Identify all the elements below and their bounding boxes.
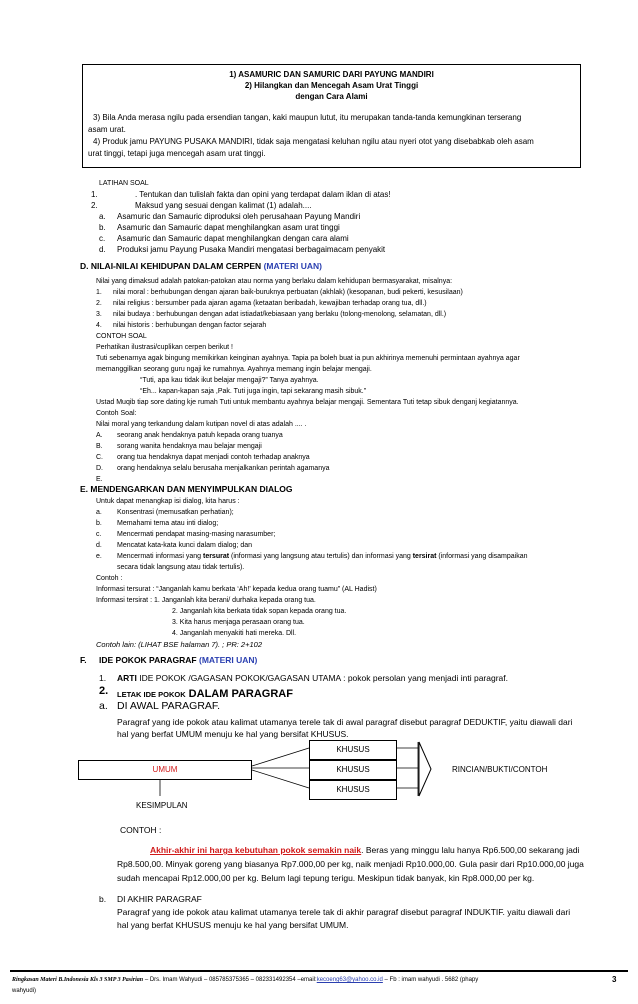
- latihan-opt-a: Asamuric dan Samauric diproduksi oleh perusahaan Payung Mandiri: [117, 212, 361, 221]
- section-d-answer-d: orang hendaknya selalu berusaha menjalkankan perintah agamanya: [117, 465, 330, 472]
- section-e-tersirat-4: 4. Janganlah menyakiti hati mereka. Dll.: [172, 630, 297, 637]
- footer-line-2: wahyudi): [12, 988, 37, 994]
- latihan-opt-d: Produksi jamu Payung Pusaka Mandiri mengatasi berbagaimacam penyakit: [117, 245, 386, 254]
- section-f-b-heading: DI AKHIR PARAGRAF: [117, 894, 202, 904]
- section-f-example-3: sudah mencapai Rp12.000,00 per kg. Belum lagi tepung terigu. Meskipun tidak banyak, kin Rp8.000,00 per kg.: [117, 873, 535, 883]
- section-e-tersirat-1: Informasi tersirat : 1. Janganlah kita berani/ durhaka kepada orang tua.: [96, 597, 316, 604]
- section-e-item-d-label: d.: [96, 542, 102, 549]
- section-e-heading: E. MENDENGARKAN DAN MENYIMPULKAN DIALOG: [80, 484, 293, 494]
- ad-para-3-cont: asam urat.: [88, 125, 126, 134]
- section-e-item-e-text-3: (informasi yang disampaikan: [436, 553, 528, 560]
- section-d-perhatikan: Perhatikan ilustrasi/cuplikan cerpen berikut !: [96, 344, 233, 351]
- section-f-b-para-1: Paragraf yang ide pokok atau kalimat utamanya terele tak di akhir paragraf disebut paragraf INDUKTIF. yaitu diawali dari: [117, 907, 571, 917]
- section-e-contoh: Contoh :: [96, 575, 123, 582]
- footer-facebook: – Fb : imam wahyudi . 5682 (phapy: [382, 977, 479, 983]
- section-f-a-para-1: Paragraf yang ide pokok atau kalimat utamanya terele tak di awal paragraf disebut paragraf DEDUKTIF, yaitu diawali dari: [117, 717, 573, 727]
- footer-title: Ringkasan Materi B.Indonesia Kls 3 SMP 3 Pasirian: [12, 977, 144, 983]
- section-d-question: Nilai moral yang terkandung dalam kutipan novel di atas adalah .... .: [96, 421, 307, 428]
- latihan-q2: Maksud yang sesuai dengan kalimat (1) adalah....: [135, 201, 312, 210]
- section-e-contoh-lain: Contoh lain: (LIHAT BSE halaman 7). ; PR: 2+102: [96, 640, 262, 649]
- section-f-title: IDE POKOK PARAGRAF: [99, 655, 197, 665]
- footer-line-1: [12, 975, 478, 985]
- diagram-khusus-box-1: KHUSUS: [309, 740, 397, 760]
- section-f-a-para-2: hal yang berfat UMUM menuju ke hal yang bersifat KHUSUS.: [117, 729, 349, 739]
- section-f-a-heading: DI AWAL PARAGRAF.: [117, 700, 221, 712]
- section-d-cerpen-4: “Eh... kapan-kapan saja ,Pak. Tuti juga ingin, tapi sekarang masih sibuk.”: [140, 388, 367, 395]
- diagram-kesimpulan-label: KESIMPULAN: [136, 801, 188, 810]
- section-e-tersirat-2: 2. Janganlah kita berkata tidak sopan kepada orang tua.: [172, 608, 347, 615]
- section-d-cerpen-3: “Tuti, apa kau tidak ikut belajar mengaji?” Tanya ayahnya.: [140, 377, 319, 384]
- diagram-khusus-box-2: KHUSUS: [309, 760, 397, 780]
- section-f-tag: (MATERI UAN): [198, 655, 258, 665]
- ad-para-4-cont: urat tinggi, tetapi juga mencegah asam urat tinggi.: [88, 149, 266, 158]
- section-d-answer-e-label: E.: [96, 476, 103, 483]
- section-f-item-1-text: IDE POKOK /GAGASAN POKOK/GAGASAN UTAMA : pokok persolan yang menjadi inti paragraf.: [136, 673, 509, 683]
- section-f-item-2-num: 2.: [99, 685, 109, 697]
- section-d-item-1: nilai moral : berhubungan dengan ajaran baik-buruknya perbuatan (akhlak) (kesopanan, budi pekerti, kesusilaan): [113, 289, 463, 296]
- section-e-tersirat-term: tersirat: [412, 553, 437, 560]
- section-f-item-2-large: DALAM PARAGRAF: [185, 688, 293, 700]
- latihan-opt-c-label: c.: [99, 234, 106, 243]
- section-d-cerpen-5: Ustad Muqib tiap sore dating kje rumah Tuti untuk membantu ayahnya belajar mengaji. Sementara Tuti tetap sibuk denganj kegiatannya.: [96, 399, 519, 406]
- section-d-cerpen-1: Tuti sebenarnya agak bingung memikirkan keinginan ayahnya. Tapia pa boleh buat ia pun akhirinya memenuhi permintaan ayahnya agar: [96, 355, 520, 362]
- section-d-contoh-soal-2: Contoh Soal:: [96, 410, 137, 417]
- ad-para-3: 3) Bila Anda merasa ngilu pada ersendian tangan, kaki maupun lutut, itu merupakan tanda-tanda kemungkinan terserang: [93, 113, 522, 122]
- section-d-title: D. NILAI-NILAI KEHIDUPAN DALAM CERPEN: [80, 261, 262, 271]
- section-e-tersurat: Informasi tersurat : “Janganlah kamu berkata ‘Ah!’ kepada kedua orang tuamu” (AL Hadist): [96, 586, 377, 593]
- section-d-answer-b-label: B.: [96, 443, 103, 450]
- section-e-item-c-label: c.: [96, 531, 102, 538]
- section-e-item-e-text-1: Mencermati informasi yang: [117, 553, 203, 560]
- section-d-item-3: nilai budaya : berhubungan dengan adat istiadat/kebiasaan yang berlaku (tolong-menolong, selamatan, dll.): [113, 311, 447, 318]
- ad-para-4: 4) Produk jamu PAYUNG PUSAKA MANDIRI, tidak saja mengatasi keluhan ngilu atau nyeri otot yang disebabkab oleh asam: [93, 137, 534, 146]
- section-f-example-2: Rp8.500,00. Minyak goreng yang biasanya Rp7.000,00 per kg, naik menjadi Rp10.000,00. Gula pasir dari Rp10.000,00 juga: [117, 859, 584, 869]
- section-d-answer-b: sorang wanita hendaknya mau belajar mengaji: [117, 443, 262, 450]
- section-f-label: F.: [80, 655, 87, 665]
- ad-title-3: dengan Cara Alami: [295, 92, 368, 101]
- section-e-intro: Untuk dapat menangkap isi dialog, kita harus :: [96, 498, 240, 505]
- section-f-item-2-small: LETAK IDE POKOK: [117, 690, 186, 699]
- section-e-item-e-label: e.: [96, 553, 102, 560]
- section-d-answer-a-label: A.: [96, 432, 103, 439]
- ad-title-2: 2) Hilangkan dan Mencegah Asam Urat Tinggi: [244, 81, 419, 90]
- section-f-b-para-2: hal yang berfat KHUSUS menuju ke hal yang bersifat UMUM.: [117, 920, 349, 930]
- section-e-tersurat-term: tersurat: [202, 553, 230, 560]
- footer-author: – Drs. Imam Wahyudi – 085785375365 – 082331492354 –email:: [143, 977, 317, 983]
- section-d-item-1-num: 1.: [96, 289, 102, 296]
- section-e-item-e-text-2: (informasi yang langsung atau tertulis) dan informasi yang: [229, 553, 413, 560]
- section-f-contoh: CONTOH :: [120, 825, 162, 835]
- latihan-opt-a-label: a.: [99, 212, 106, 221]
- section-e-item-e-cont: secara tidak langsung atau tidak tertulis).: [117, 564, 245, 571]
- ad-title-1: 1) ASAMURIC DAN SAMURIC DARI PAYUNG MANDIRI: [229, 70, 434, 79]
- section-e-item-a-label: a.: [96, 509, 102, 516]
- diagram-umum-box: UMUM: [78, 760, 252, 780]
- section-d-cerpen-2: memanggilkan seorang guru ngaji ke rumahnya. Ayahnya memang ingin belajar mengaji.: [96, 366, 372, 373]
- section-d-answer-d-label: D.: [96, 465, 103, 472]
- latihan-opt-c: Asamuric dan Samauric dapat menghilangkan dengan cara alami: [117, 234, 349, 243]
- diagram-khusus-box-3: KHUSUS: [309, 780, 397, 800]
- section-d-contoh-soal: CONTOH SOAL: [96, 333, 147, 340]
- section-d-answer-a: seorang anak hendaknya patuh kepada orang tuanya: [117, 432, 283, 439]
- latihan-q1: . Tentukan dan tulislah fakta dan opini yang terdapat dalam iklan di atas!: [135, 190, 391, 199]
- latihan-heading: LATIHAN SOAL: [99, 180, 149, 187]
- page-number: 3: [612, 975, 617, 984]
- section-d-item-4: nilai historis : berhubungan dengan factor sejarah: [113, 322, 267, 329]
- section-f-item-1-num: 1.: [99, 673, 107, 683]
- section-d-tag: (MATERI UAN): [263, 261, 322, 271]
- latihan-opt-b: Asamuric dan Samauric dapat menghilangkan asam urat tinggi: [117, 223, 340, 232]
- section-e-item-a: Konsentrasi (memusatkan perhatian);: [117, 509, 234, 516]
- latihan-opt-d-label: d.: [99, 245, 106, 254]
- section-e-tersirat-3: 3. Kita harus menjaga perasaan orang tua.: [172, 619, 305, 626]
- latihan-q2-num: 2.: [91, 201, 98, 210]
- section-d-item-4-num: 4.: [96, 322, 102, 329]
- section-d-intro: Nilai yang dimaksud adalah patokan-patokan atau norma yang berlaku dalam kehidupan bermasyarakat, misalnya:: [96, 278, 453, 285]
- section-d-answer-c: orang tua hendaknya dapat menjadi contoh terhadap anaknya: [117, 454, 310, 461]
- section-d-item-2-num: 2.: [96, 300, 102, 307]
- section-d-answer-c-label: C.: [96, 454, 103, 461]
- section-e-item-b: Memahami tema atau inti dialog;: [117, 520, 219, 527]
- section-d-item-2: nilai religius : bersumber pada ajaran agama (ketaatan beribadah, kewajiban terhadap orang tua, dll.): [113, 300, 427, 307]
- footer-email-link[interactable]: kecoeng63@yahoo.co.id: [316, 977, 383, 983]
- latihan-opt-b-label: b.: [99, 223, 106, 232]
- section-f-example-1: [150, 844, 579, 856]
- section-f-example-topic: Akhir-akhir ini harga kebutuhan pokok semakin naik: [150, 845, 362, 855]
- section-e-item-d: Mencatat kata-kata kunci dalam dialog; dan: [117, 542, 253, 549]
- section-f-item-1-term: ARTI: [117, 673, 137, 683]
- footer-rule: [10, 970, 628, 972]
- section-f-example-1-text: . Beras yang minggu lalu hanya Rp6.500,00 sekarang jadi: [361, 845, 580, 855]
- section-f-b-label: b.: [99, 894, 107, 904]
- diagram-rincian-label: RINCIAN/BUKTI/CONTOH: [452, 765, 548, 774]
- section-e-item-b-label: b.: [96, 520, 102, 527]
- latihan-q1-num: 1.: [91, 190, 98, 199]
- section-e-item-c: Mencermati pendapat masing-masing narasumber;: [117, 531, 276, 538]
- section-f-a-label: a.: [99, 700, 108, 712]
- section-d-item-3-num: 3.: [96, 311, 102, 318]
